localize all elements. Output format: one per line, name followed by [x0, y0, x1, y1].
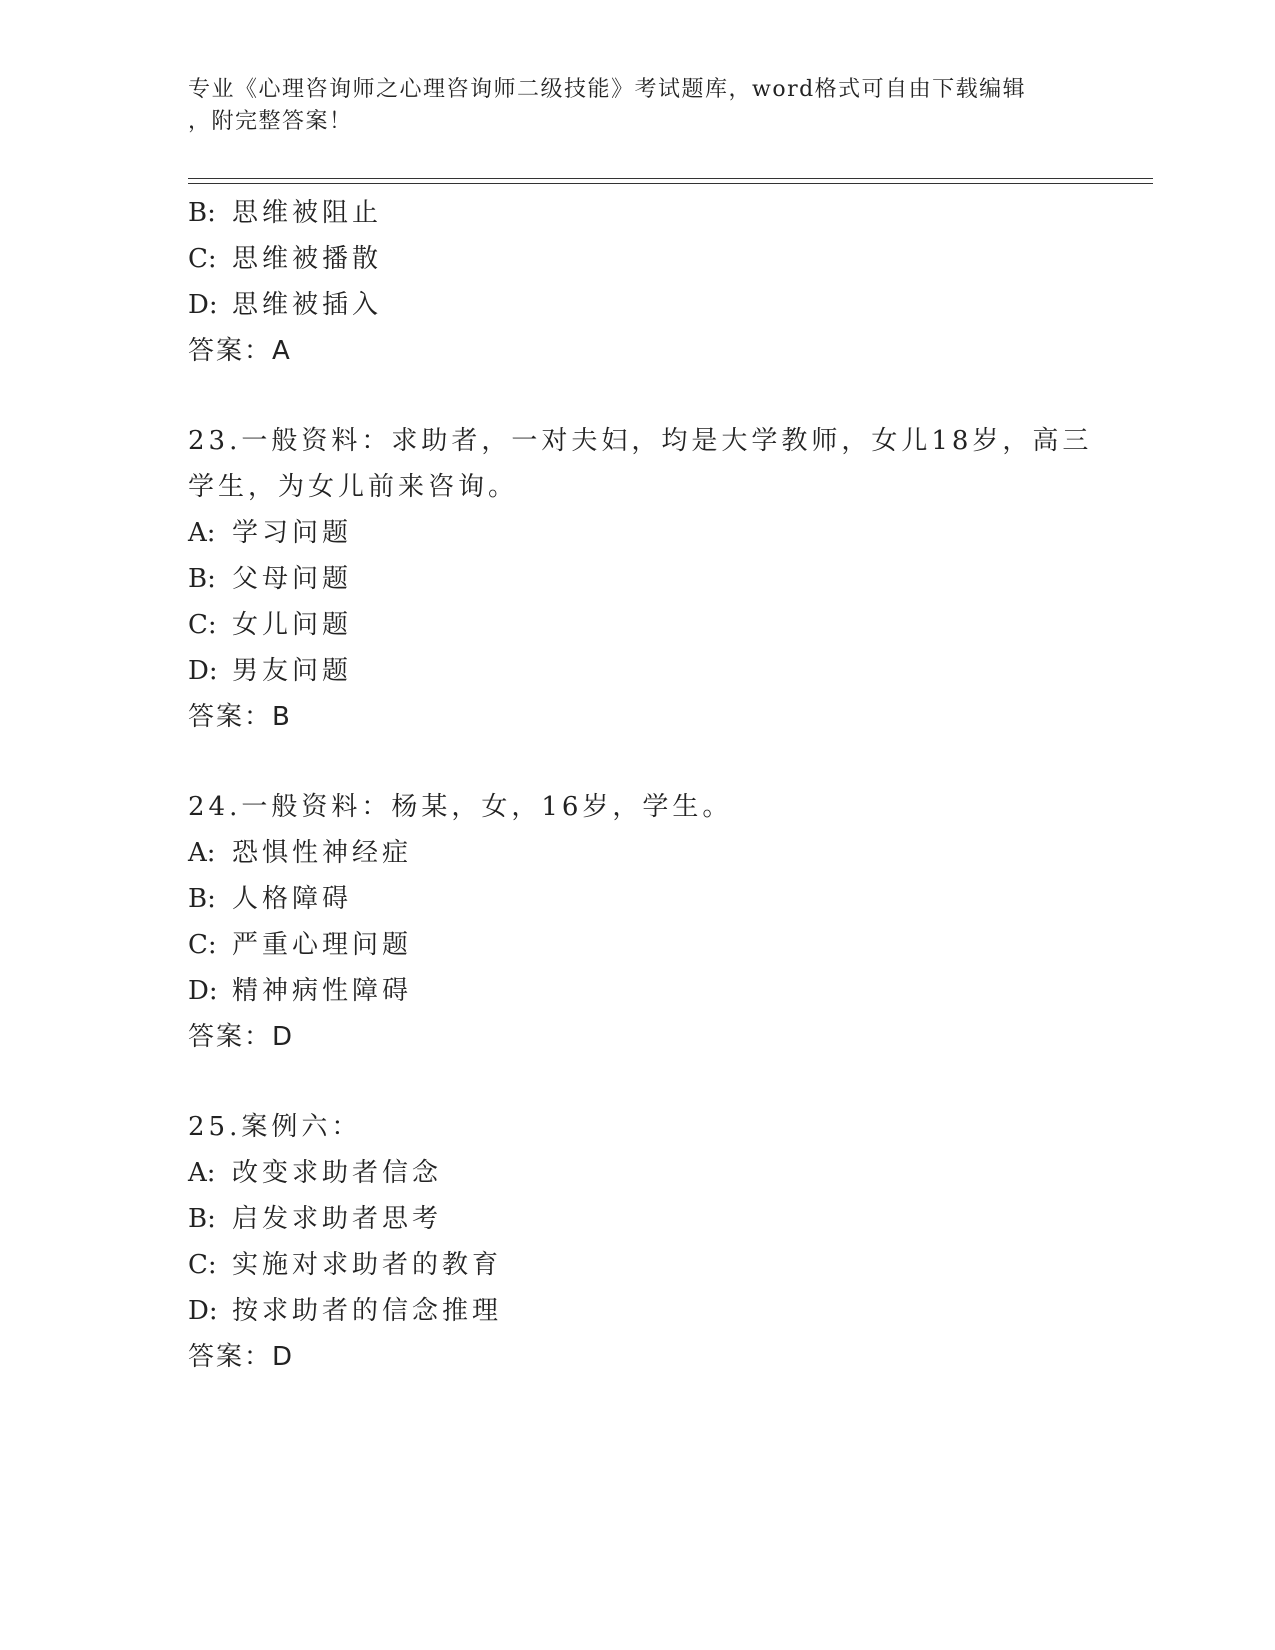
option-letter: B: — [188, 1204, 216, 1234]
answer-line: 答案：B — [188, 702, 292, 732]
option-text: 学习问题 — [232, 518, 353, 548]
option-letter: D: — [188, 656, 218, 686]
question-24-stem-line-1: 24.一般资料：杨某，女，16岁，学生。 — [188, 792, 733, 822]
option-text: 思维被插入 — [232, 290, 383, 320]
option-letter: A: — [188, 1158, 216, 1188]
option-item — [188, 1150, 1088, 1196]
option-item — [188, 602, 1088, 648]
option-text: 实施对求助者的教育 — [232, 1250, 503, 1280]
question-content — [188, 190, 1093, 1424]
answer-line: 答案：D — [188, 1022, 295, 1052]
header-line-1: 专业《心理咨询师之心理咨询师二级技能》考试题库，word格式可自由下载编辑 — [188, 77, 1027, 102]
header-divider-bottom — [188, 183, 1153, 184]
option-text: 父母问题 — [232, 564, 353, 594]
option-item — [188, 876, 1088, 922]
option-text: 恐惧性神经症 — [232, 838, 413, 868]
option-text: 严重心理问题 — [232, 930, 413, 960]
option-text: 思维被播散 — [232, 244, 383, 274]
option-letter: C: — [188, 930, 217, 960]
option-text: 精神病性障碍 — [232, 976, 413, 1006]
question-25-stem-line-1: 25.案例六： — [188, 1112, 362, 1142]
option-letter: A: — [188, 838, 216, 868]
option-text: 启发求助者思考 — [232, 1204, 443, 1234]
option-letter: C: — [188, 244, 217, 274]
question-23-stem-line-2: 学生，为女儿前来咨询。 — [188, 472, 519, 502]
option-item — [188, 190, 1088, 236]
option-item — [188, 1196, 1088, 1242]
option-item — [188, 282, 1088, 328]
answer-line: 答案：D — [188, 1342, 295, 1372]
option-item — [188, 556, 1088, 602]
option-item — [188, 830, 1088, 876]
option-letter: D: — [188, 290, 218, 320]
option-item — [188, 1242, 1088, 1288]
option-text: 按求助者的信念推理 — [232, 1296, 503, 1326]
header-line-2: ，附完整答案！ — [188, 109, 353, 134]
option-letter: C: — [188, 610, 217, 640]
question-23-stem-line-1: 23.一般资料：求助者，一对夫妇，均是大学教师，女儿18岁，高三 — [188, 426, 1093, 456]
answer-line: 答案：A — [188, 336, 292, 366]
option-letter: B: — [188, 884, 216, 914]
option-letter: A: — [188, 518, 216, 548]
option-item — [188, 510, 1088, 556]
option-letter: D: — [188, 976, 218, 1006]
option-item — [188, 648, 1088, 694]
header-divider-top — [188, 178, 1153, 179]
option-item — [188, 1288, 1088, 1334]
option-item — [188, 922, 1088, 968]
document-header — [188, 74, 1068, 138]
option-text: 男友问题 — [232, 656, 353, 686]
option-text: 人格障碍 — [232, 884, 353, 914]
option-text: 女儿问题 — [232, 610, 353, 640]
option-letter: D: — [188, 1296, 218, 1326]
option-text: 思维被阻止 — [232, 198, 383, 228]
option-letter: B: — [188, 198, 216, 228]
option-letter: C: — [188, 1250, 217, 1280]
option-item — [188, 236, 1088, 282]
option-item — [188, 968, 1088, 1014]
option-text: 改变求助者信念 — [232, 1158, 443, 1188]
option-letter: B: — [188, 564, 216, 594]
